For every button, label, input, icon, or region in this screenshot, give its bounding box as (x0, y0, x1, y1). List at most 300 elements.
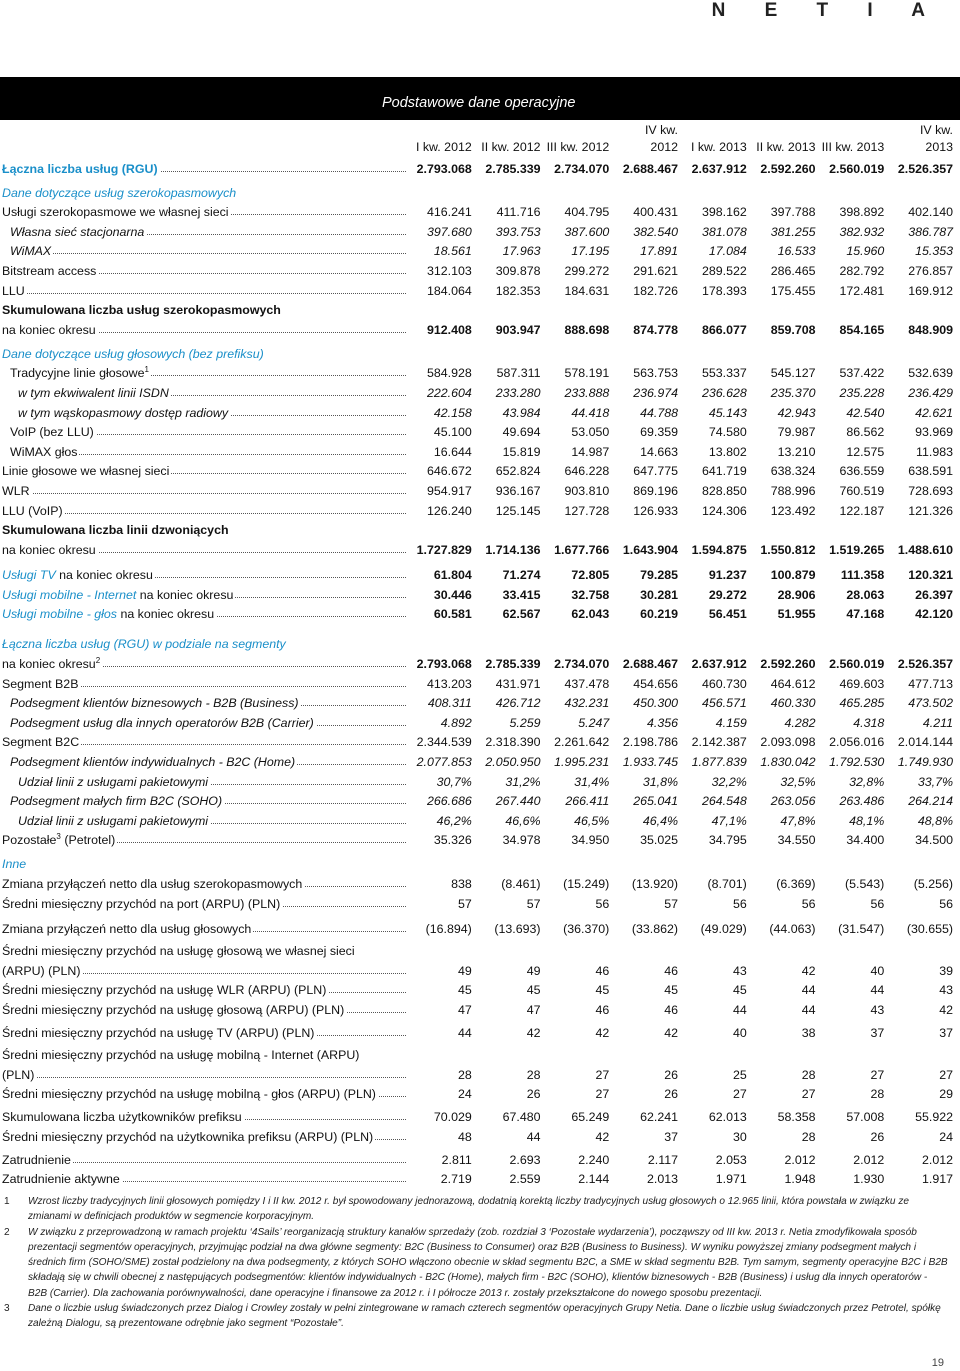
value-cell: 28 (526, 1067, 541, 1082)
value-cell: 4.892 (440, 715, 472, 730)
value-cell: 263.486 (839, 794, 885, 809)
row-label-cell (2, 917, 408, 937)
value-cell: 28 (870, 1087, 885, 1102)
row-label-cell (2, 239, 408, 259)
value-cell: 2.077.853 (416, 755, 472, 770)
value-cell: 235.228 (839, 385, 885, 400)
value-cell: (49.029) (700, 922, 747, 937)
value-cell: 2.688.467 (622, 657, 678, 672)
row-label-cell (2, 1062, 408, 1082)
value-cell: 48,1% (849, 813, 885, 828)
value-cell: 2.693 (509, 1152, 541, 1167)
row-label-cell (2, 156, 408, 176)
label-text: Udział linii z usługami pakietowymi (18, 813, 209, 828)
value-cell: 32,2% (711, 774, 747, 789)
value-cell: (6.369) (776, 877, 816, 891)
value-cell: 182.726 (633, 283, 678, 298)
value-cell: 1.714.136 (485, 542, 541, 557)
value-cell: 1.749.930 (897, 755, 953, 770)
value-cell: 2.117 (647, 1152, 678, 1167)
value-cell: (5.256) (913, 877, 953, 891)
label-text: Zatrudnienie aktywne (2, 1172, 120, 1187)
value-cell: (8.701) (707, 877, 747, 891)
value-cell: 28.906 (777, 587, 816, 602)
table-row (2, 239, 958, 259)
footnote-number: 2 (4, 1226, 10, 1238)
row-label-cell (2, 997, 408, 1017)
row-label (2, 264, 98, 278)
value-cell: 2.560.019 (829, 657, 885, 672)
value-cell: (5.543) (844, 877, 885, 891)
value-cell: 48 (457, 1129, 472, 1144)
value-cell: 182.353 (495, 283, 541, 298)
value-cell: 17.084 (708, 244, 747, 259)
footnote-number: 1 (4, 1196, 10, 1207)
value-cell: 456.571 (701, 696, 747, 711)
value-cell: 859.708 (770, 322, 816, 337)
value-cell: 31,2% (505, 774, 541, 789)
value-cell: 1.727.829 (416, 542, 472, 557)
table-row (2, 1082, 958, 1102)
row-label (2, 1130, 375, 1144)
value-cell: 291.621 (633, 263, 678, 278)
value-cell: 45.100 (433, 425, 472, 440)
value-cell: 46,5% (574, 813, 610, 828)
value-cell: 397.680 (426, 224, 472, 239)
value-cell: (44.063) (769, 922, 816, 937)
row-label (2, 897, 282, 911)
value-cell: 62.567 (502, 607, 541, 622)
value-cell: 15.960 (846, 244, 885, 259)
value-cell: 172.481 (839, 283, 885, 298)
value-cell: 32.758 (571, 587, 610, 602)
footnote-text: Dane o liczbie usług świadczonych przez Dialog i Crowley zostały w pełni zintegrowane w ramach czterech segmentów operacyjnych Grupy Netia. Dane o liczbie usług świadczonych przez Petrotel, spółkę zależną Dialogu, są prezentowane odrębnie jako segment “Pozostałe”. (28, 1303, 941, 1330)
value-cell: 44 (526, 1129, 541, 1144)
value-cell: 49.694 (502, 425, 541, 440)
row-label-cell (2, 563, 408, 583)
label-text: na koniec okresu (55, 568, 153, 583)
table-row (2, 278, 958, 298)
value-cell: 44 (801, 983, 816, 998)
value-cell: 27 (801, 1087, 816, 1102)
value-cell: 70.029 (433, 1110, 472, 1125)
value-cell: 47 (526, 1002, 541, 1017)
row-label (2, 425, 96, 439)
value-cell: 4.356 (646, 715, 678, 730)
label-text: WiMAX (10, 244, 52, 259)
table-row (2, 691, 958, 711)
value-cell: 828.850 (701, 483, 747, 498)
value-cell: 14.987 (571, 444, 610, 459)
leader-dots (2, 1077, 406, 1078)
section-row (2, 847, 958, 871)
value-cell: 404.795 (564, 205, 610, 220)
label-text: Średni miesięczny przychód na port (ARPU) (PLN) (2, 896, 281, 911)
row-label-cell (2, 1167, 408, 1187)
section-title: Łączna liczba usług (RGU) w podziale na segmenty (2, 637, 286, 652)
value-cell: 1.550.812 (760, 542, 816, 557)
table-row (2, 789, 958, 809)
value-cell: 264.214 (908, 794, 953, 809)
value-cell: 31,4% (574, 774, 610, 789)
value-cell: 17.195 (571, 244, 610, 259)
value-cell: 2.144 (578, 1172, 610, 1187)
page-title: Podstawowe dane operacyjne (382, 95, 576, 111)
row-label-cell (2, 808, 408, 828)
value-cell: 67.480 (502, 1110, 541, 1125)
footnote-text: Wzrost liczby tradycyjnych linii głosowych pomiędzy I i II kw. 2012 r. był spowodowany jednorazową, dodatnią korektą liczby tradycyjnych usług głosowych o 12.965 linii, która powstała w związku ze zmianami w definicjach produktów w segmencie korporacyjnym. (28, 1196, 909, 1223)
value-cell: 17.963 (502, 244, 541, 259)
value-cell: 43.984 (502, 405, 541, 420)
value-cell: 584.928 (426, 366, 472, 381)
value-cell: 126.933 (633, 503, 678, 518)
value-cell: 184.631 (564, 283, 610, 298)
table-row (2, 156, 958, 176)
column-header: II kw. 2013 (756, 140, 816, 154)
row-label (2, 877, 304, 891)
row-label (2, 735, 81, 749)
table-row (2, 651, 958, 671)
value-cell: 56 (595, 896, 610, 911)
table-row (2, 563, 958, 583)
row-label-cell (2, 671, 408, 691)
value-cell: 888.698 (564, 322, 610, 337)
row-label (2, 244, 53, 258)
label-text: Udział linii z usługami pakietowymi (18, 774, 209, 789)
row-label (2, 716, 316, 730)
value-cell: 264.548 (701, 794, 747, 809)
value-cell: 408.311 (427, 696, 472, 711)
value-cell: 62.241 (640, 1110, 678, 1125)
row-label (2, 588, 235, 602)
row-label (2, 833, 117, 847)
label-text: Linie głosowe we własnej sieci (2, 464, 170, 479)
value-cell: 647.775 (633, 464, 678, 479)
value-cell: 46,2% (436, 813, 472, 828)
value-cell: 39 (939, 963, 953, 978)
value-cell: 175.455 (770, 283, 816, 298)
value-cell: 33,7% (917, 774, 953, 789)
value-cell: 266.411 (565, 794, 610, 809)
value-cell: 49 (457, 963, 472, 978)
leader-dots (2, 253, 406, 254)
value-cell: 426.712 (495, 696, 541, 711)
row-label-cell (2, 1124, 408, 1144)
value-cell: 431.971 (495, 676, 541, 691)
value-cell: 2.526.357 (897, 657, 953, 672)
label-text: na koniec okresu (117, 607, 215, 622)
value-cell: 45 (595, 983, 610, 998)
footnote-ref: 1 (144, 365, 149, 375)
row-label-cell (2, 1101, 408, 1124)
value-cell: 2.734.070 (554, 657, 610, 672)
table-row (2, 459, 958, 479)
table-row (2, 769, 958, 789)
value-cell: 2.785.339 (485, 161, 541, 176)
row-label-cell (2, 769, 408, 789)
value-cell: 2.592.260 (760, 161, 816, 176)
row-label (2, 162, 160, 176)
row-label (2, 983, 328, 997)
value-cell: 636.559 (839, 464, 885, 479)
value-cell: 27 (732, 1087, 747, 1102)
row-label-cell (2, 200, 408, 220)
value-cell: 1.995.231 (554, 755, 610, 770)
value-cell: 45 (457, 983, 472, 998)
value-cell: 286.465 (770, 263, 816, 278)
value-cell: 473.502 (908, 696, 953, 711)
value-cell: 47,1% (711, 813, 747, 828)
value-cell: 42.120 (915, 607, 953, 622)
row-label (2, 568, 155, 582)
value-cell: 16.644 (433, 444, 472, 459)
value-cell: 545.127 (770, 366, 816, 381)
row-label (2, 1087, 378, 1101)
value-cell: 124.306 (701, 503, 747, 518)
section-row (2, 627, 958, 651)
value-cell: 74.580 (708, 425, 747, 440)
row-label-cell (2, 978, 408, 998)
value-cell: 43 (939, 983, 953, 998)
label-text: (PLN) (2, 1067, 35, 1082)
value-cell: 2.688.467 (622, 161, 678, 176)
value-cell: 537.422 (839, 366, 885, 381)
value-cell: 26 (664, 1067, 678, 1082)
value-cell: 646.228 (564, 464, 610, 479)
group-heading: Średni miesięczny przychód na usługę mobilną - Internet (ARPU) (2, 1047, 360, 1062)
value-cell: 236.974 (633, 385, 678, 400)
value-cell: 123.492 (770, 503, 816, 518)
value-cell: 2.560.019 (829, 161, 885, 176)
row-label (2, 964, 82, 978)
footnote (4, 1225, 948, 1301)
value-cell: 56 (801, 896, 816, 911)
value-cell: 2.240 (578, 1152, 610, 1167)
value-cell: 43 (732, 963, 747, 978)
value-cell: 381.255 (770, 224, 816, 239)
row-label (2, 464, 171, 478)
value-cell: 47.168 (846, 607, 885, 622)
value-cell: 903.947 (495, 322, 541, 337)
section-row (2, 337, 958, 361)
value-cell: 652.824 (495, 464, 541, 479)
row-label-cell (2, 828, 408, 848)
table-row (2, 749, 958, 769)
value-cell: 32,5% (780, 774, 816, 789)
row-label (2, 677, 80, 691)
row-label-cell (2, 1017, 408, 1040)
value-cell: (31.547) (838, 922, 885, 937)
label-text: w tym wąskopasmowy dostęp radiowy (18, 405, 229, 420)
value-cell: 45 (732, 983, 747, 998)
value-cell: 28.063 (846, 587, 885, 602)
footnote (4, 1194, 948, 1225)
brand-logo: N E T I A (711, 0, 942, 21)
value-cell: 532.639 (908, 366, 953, 381)
value-cell: 42 (664, 1025, 678, 1040)
row-label (2, 607, 216, 621)
row-label (2, 366, 151, 380)
value-cell: 2.344.539 (416, 735, 472, 750)
value-cell: 30.281 (640, 587, 678, 602)
value-cell: 936.167 (495, 483, 541, 498)
label-highlight: Usługi mobilne - głos (2, 607, 118, 622)
table-row (2, 439, 958, 459)
table-row (2, 258, 958, 278)
value-cell: 469.603 (839, 676, 885, 691)
row-label (2, 205, 231, 219)
value-cell: 638.591 (908, 464, 953, 479)
value-cell: 47 (457, 1002, 472, 1017)
value-cell: 382.932 (839, 224, 885, 239)
table-row (2, 808, 958, 828)
value-cell: 2.559 (509, 1172, 541, 1187)
label-text: Tradycyjne linie głosowe (10, 366, 145, 381)
label-text: na koniec okresu (2, 657, 96, 672)
value-cell: 29 (939, 1087, 953, 1102)
table-row (2, 602, 958, 622)
value-cell: 2.526.357 (897, 161, 953, 176)
label-text: Średni miesięczny przychód na usługę TV (ARPU) (PLN) (2, 1025, 315, 1040)
label-text: (ARPU) (PLN) (2, 963, 81, 978)
label-text: Średni miesięczny przychód na usługę mobilną - głos (ARPU) (PLN) (2, 1087, 376, 1102)
value-cell: 56 (939, 896, 953, 911)
value-cell: 903.810 (564, 483, 610, 498)
section-title: Inne (2, 857, 27, 872)
value-cell: 44.418 (571, 405, 610, 420)
leader-dots (2, 293, 406, 294)
value-cell: 4.318 (853, 715, 885, 730)
value-cell: 874.778 (633, 322, 678, 337)
value-cell: 222.604 (426, 385, 472, 400)
value-cell: 32,8% (849, 774, 885, 789)
value-cell: 16.533 (777, 244, 816, 259)
group-heading: Średni miesięczny przychód na usługę głosową we własnej sieci (2, 944, 355, 959)
value-cell: 2.050.950 (485, 755, 541, 770)
value-cell: 2.053 (715, 1152, 747, 1167)
label-text: VoIP (bez LLU) (10, 425, 94, 440)
label-text: WiMAX głos (10, 444, 78, 459)
value-cell: 27 (595, 1087, 610, 1102)
value-cell: 57 (526, 896, 541, 911)
value-cell: 125.145 (495, 503, 541, 518)
value-cell: 86.562 (846, 425, 885, 440)
row-label (2, 1068, 36, 1082)
value-cell: 56.451 (708, 607, 747, 622)
value-cell: 42 (595, 1025, 610, 1040)
value-cell: 1.948 (784, 1172, 816, 1187)
label-text: Zmiana przyłączeń netto dla usług szerokopasmowych (2, 877, 303, 891)
value-cell: 79.285 (640, 568, 678, 583)
row-label (2, 445, 79, 459)
value-cell: 638.324 (770, 464, 816, 479)
value-cell: 37 (664, 1129, 678, 1144)
label-text: Skumulowana liczba użytkowników prefiksu (2, 1110, 242, 1125)
table-row (2, 537, 958, 557)
value-cell: 578.191 (564, 366, 610, 381)
value-cell: 15.353 (915, 244, 953, 259)
value-cell: 25 (732, 1067, 747, 1082)
value-cell: 28 (801, 1129, 816, 1144)
table-row (2, 917, 958, 937)
row-label (2, 696, 301, 710)
row-label-cell (2, 1144, 408, 1167)
value-cell: 2.261.642 (554, 735, 610, 750)
value-cell: 24 (939, 1129, 953, 1144)
value-cell: 27 (870, 1067, 885, 1082)
value-cell: 111.358 (840, 568, 885, 583)
value-cell: (13.693) (494, 922, 541, 937)
value-cell: 2.142.387 (691, 735, 747, 750)
label-text: Zatrudnienie (2, 1152, 71, 1167)
value-cell: 1.792.530 (829, 755, 885, 770)
footnote-number: 3 (4, 1303, 10, 1315)
value-cell: 299.272 (564, 263, 610, 278)
table-row (2, 1017, 958, 1040)
value-cell: 2.093.098 (760, 735, 816, 750)
value-cell: 553.337 (701, 366, 747, 381)
value-cell: 2.811 (441, 1152, 472, 1167)
value-cell: 42.540 (846, 405, 885, 420)
value-cell: 15.819 (502, 444, 541, 459)
value-cell: 464.612 (770, 676, 816, 691)
value-cell: 460.730 (701, 676, 747, 691)
value-cell: 126.240 (426, 503, 472, 518)
value-cell: 27 (595, 1067, 610, 1082)
value-cell: 62.043 (571, 607, 610, 622)
table-row (2, 219, 958, 239)
value-cell: 788.996 (770, 483, 816, 498)
value-cell: 393.753 (495, 224, 541, 239)
value-cell: (30.655) (906, 922, 953, 937)
value-cell: 289.522 (701, 263, 747, 278)
value-cell: 233.280 (495, 385, 541, 400)
label-text: Własna sieć stacjonarna (10, 224, 145, 239)
value-cell: 450.300 (633, 696, 678, 711)
table-row (2, 730, 958, 750)
value-cell: 1.877.839 (691, 755, 747, 770)
value-cell: 1.643.904 (622, 542, 678, 557)
value-cell: 34.400 (846, 833, 885, 848)
value-cell: 40 (732, 1025, 747, 1040)
value-cell: 57 (457, 896, 472, 911)
row-label (2, 922, 253, 936)
table-row (2, 891, 958, 911)
row-label-cell (2, 749, 408, 769)
row-label-cell (2, 361, 408, 381)
value-cell: 1.930 (853, 1172, 885, 1187)
value-cell: 2.592.260 (760, 657, 816, 672)
value-cell: 563.753 (633, 366, 678, 381)
value-cell: 53.050 (571, 425, 610, 440)
label-text: Podsegment usług dla innych operatorów B2B (Carrier) (10, 715, 314, 730)
value-cell: 40 (870, 963, 885, 978)
row-label-cell (2, 789, 408, 809)
value-cell: 13.210 (777, 444, 816, 459)
value-cell: 46 (595, 1002, 610, 1017)
value-cell: 47,8% (780, 813, 816, 828)
value-cell: 11.983 (916, 444, 953, 459)
value-cell: 49 (526, 963, 541, 978)
table-row (2, 1124, 958, 1144)
row-label (2, 1003, 346, 1017)
row-label-cell (2, 710, 408, 730)
value-cell: 45 (526, 983, 541, 998)
section-title: Dane dotyczące usług szerokopasmowych (2, 185, 237, 200)
value-cell: 1.488.610 (897, 542, 953, 557)
label-text: LLU (VoIP) (2, 503, 63, 518)
label-text: na koniec okresu (2, 542, 96, 557)
